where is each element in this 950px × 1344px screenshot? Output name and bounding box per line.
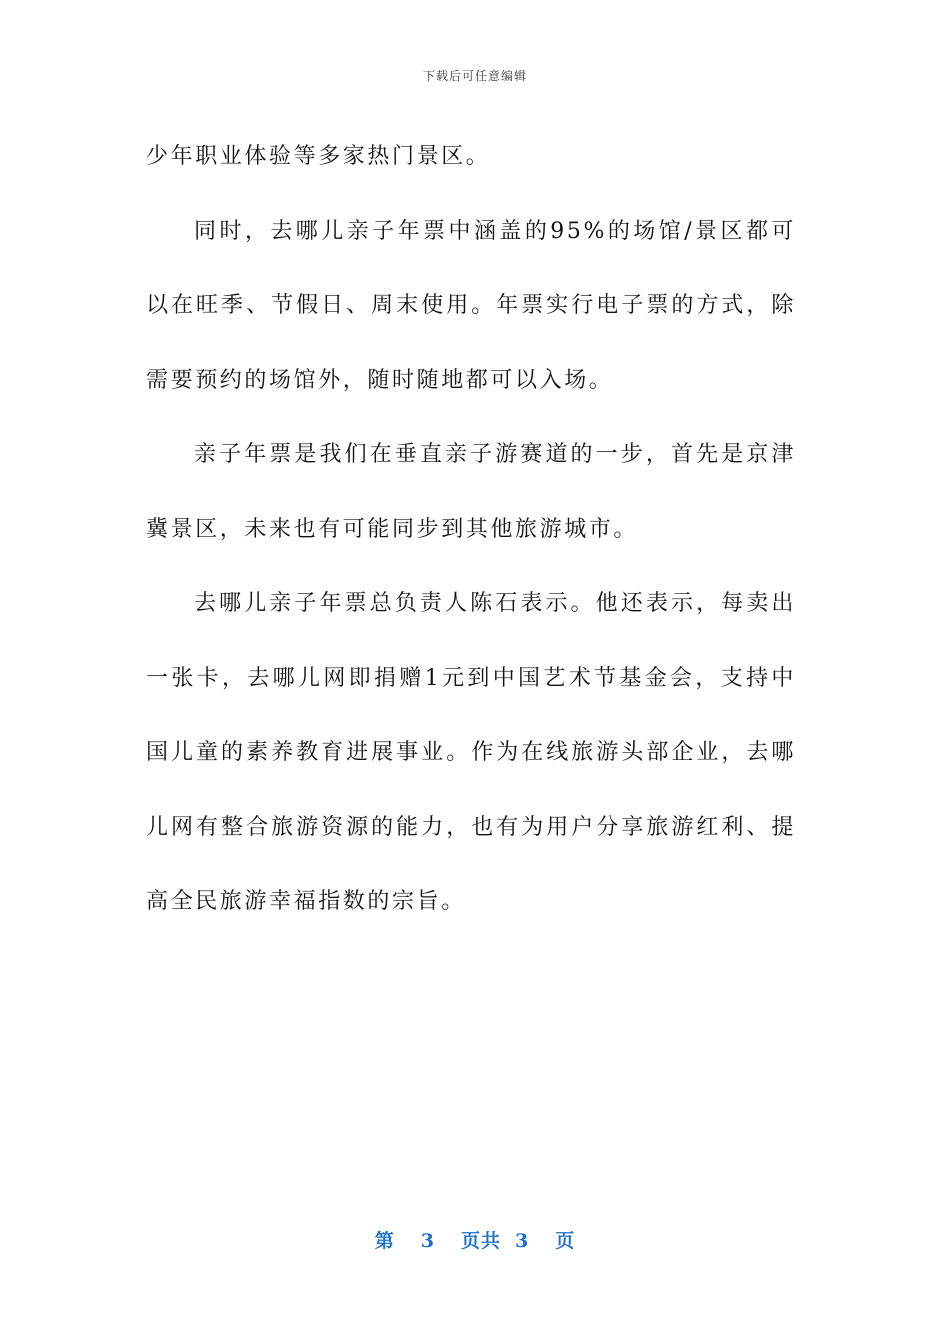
paragraph-3: 亲子年票是我们在垂直亲子游赛道的一步，首先是京津冀景区，未来也有可能同步到其他旅游城市。: [146, 442, 796, 542]
document-body: [146, 120, 796, 940]
footer-total-pages: 3: [515, 1230, 530, 1252]
footer-prefix: 第: [374, 1230, 395, 1252]
footer-middle: 页共: [460, 1230, 501, 1252]
page-footer: [0, 1226, 950, 1253]
header-note: 下载后可任意编辑: [422, 69, 527, 83]
footer-current-page: 3: [420, 1230, 435, 1252]
paragraph-2: 同时，去哪儿亲子年票中涵盖的95%的场馆/景区都可以在旺季、节假日、周末使用。年票实行电子票的方式，除需要预约的场馆外，随时随地都可以入场。: [146, 218, 796, 393]
paragraph-4: 去哪儿亲子年票总负责人陈石表示。他还表示，每卖出一张卡，去哪儿网即捐赠1元到中国艺术节基金会，支持中国儿童的素养教育进展事业。作为在线旅游头部企业，去哪儿网有整合旅游资源的能力，也有为用户分享旅游红利、提高全民旅游幸福指数的宗旨。: [146, 591, 796, 914]
footer-suffix: 页: [555, 1230, 576, 1252]
paragraph-1: 少年职业体验等多家热门景区。: [146, 144, 491, 169]
